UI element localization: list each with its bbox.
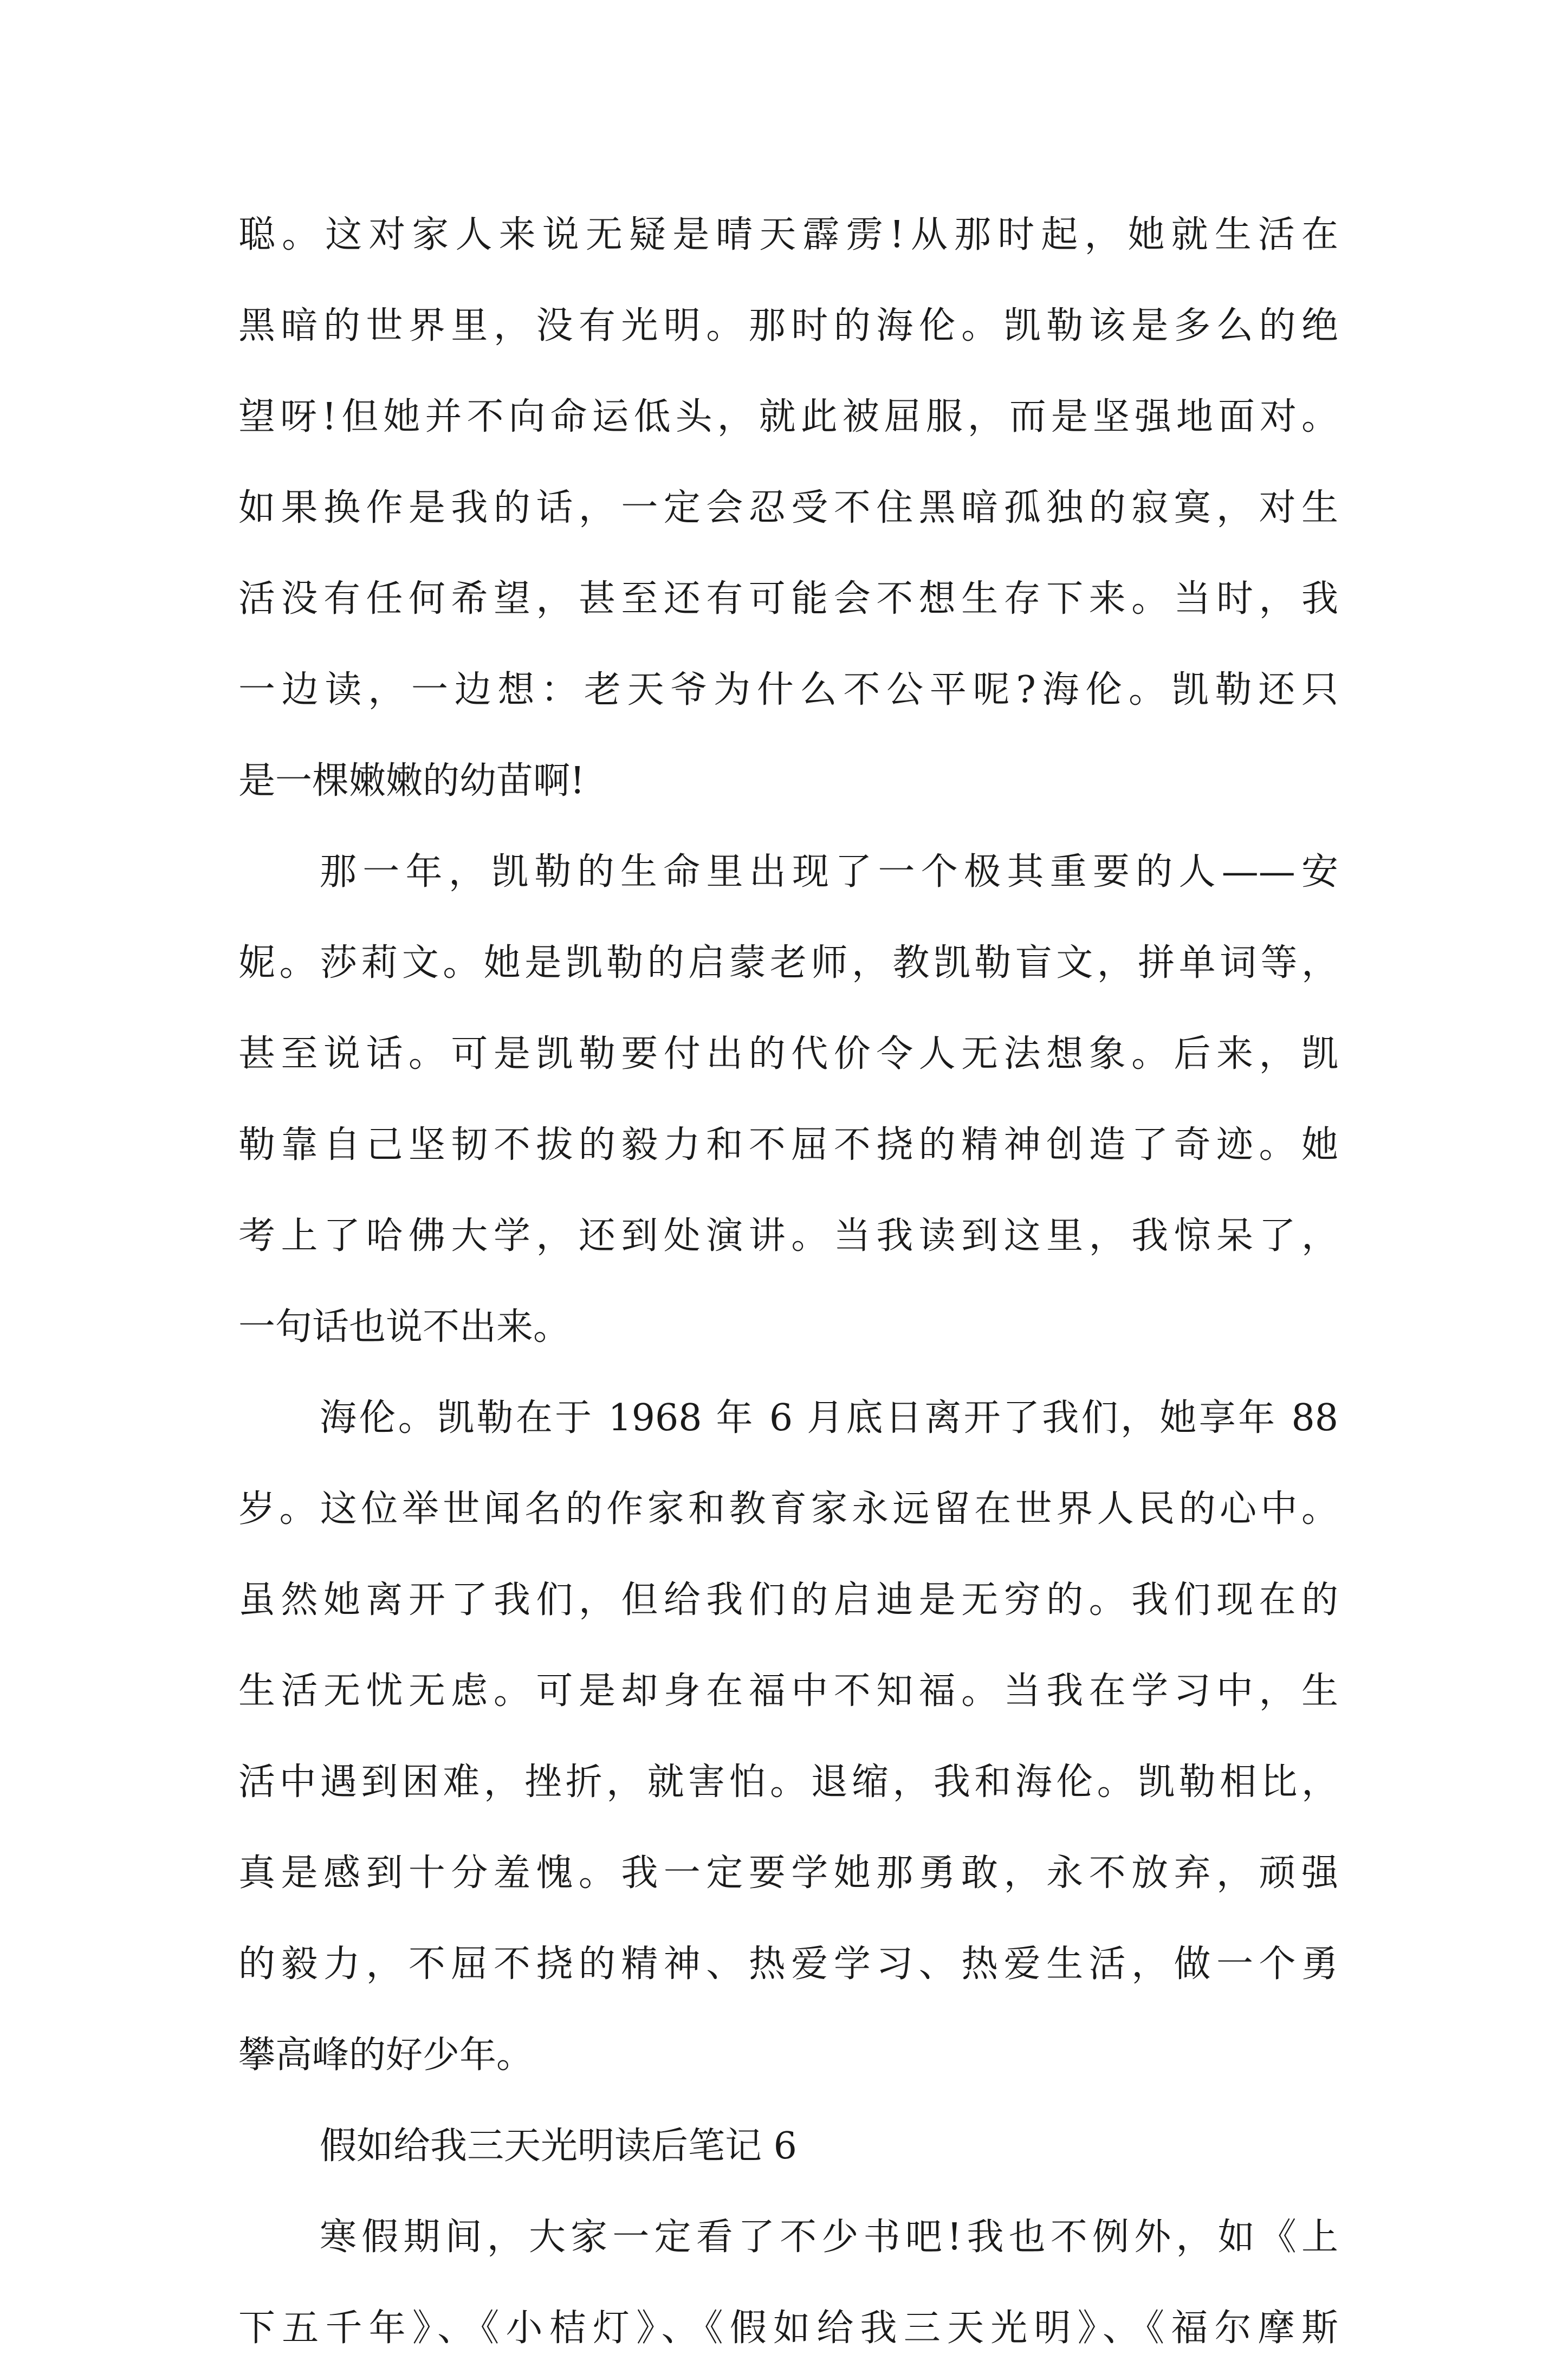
text-line: 聪。这对家人来说无疑是晴天霹雳!从那时起，她就生活在 (238, 213, 1338, 256)
text-line: 黑暗的世界里，没有光明。那时的海伦。凯勒该是多么的绝 (238, 304, 1338, 347)
paragraph (238, 827, 1338, 1373)
text-line: 妮。莎莉文。她是凯勒的启蒙老师，教凯勒盲文，拼单词等， (238, 942, 1338, 984)
text-line: 如果换作是我的话，一定会忍受不住黑暗孤独的寂寞，对生 (238, 487, 1338, 529)
paragraph (238, 190, 1338, 827)
text-line: 生活无忧无虑。可是却身在福中不知福。当我在学习中，生 (238, 1670, 1338, 1713)
text-line: 寒假期间，大家一定看了不少书吧!我也不例外，如《上 (320, 2216, 1338, 2259)
text-line: 活没有任何希望，甚至还有可能会不想生存下来。当时，我 (238, 578, 1338, 620)
text-line: 的毅力，不屈不挠的精神、热爱学习、热爱生活，做一个勇 (238, 1943, 1338, 1986)
paragraph (238, 1373, 1338, 2101)
section-heading (238, 2101, 1338, 2192)
text-line: 考上了哈佛大学，还到处演讲。当我读到这里，我惊呆了， (238, 1215, 1338, 1257)
text-line: 一边读，一边想：老天爷为什么不公平呢?海伦。凯勒还只 (238, 669, 1338, 711)
document-body (238, 190, 1338, 2374)
text-line: 海伦。凯勒在于 1968 年 6 月底日离开了我们，她享年 88 (320, 1397, 1338, 1439)
text-line: 攀高峰的好少年。 (238, 2034, 534, 2077)
text-line: 甚至说话。可是凯勒要付出的代价令人无法想象。后来，凯 (238, 1033, 1338, 1075)
text-line: 岁。这位举世闻名的作家和教育家永远留在世界人民的心中。 (238, 1488, 1338, 1530)
text-line: 望呀!但她并不向命运低头，就此被屈服，而是坚强地面对。 (238, 395, 1338, 438)
text-line: 真是感到十分羞愧。我一定要学她那勇敢，永不放弃，顽强 (238, 1852, 1338, 1895)
text-line: 下五千年》、《小桔灯》、《假如给我三天光明》、《福尔摩斯 (238, 2307, 1338, 2350)
heading-text: 假如给我三天光明读后笔记 6 (320, 2125, 797, 2168)
text-line: 一句话也说不出来。 (238, 1306, 571, 1348)
text-line: 活中遇到困难，挫折，就害怕。退缩，我和海伦。凯勒相比， (238, 1761, 1338, 1804)
text-line: 勒靠自己坚韧不拔的毅力和不屈不挠的精神创造了奇迹。她 (238, 1124, 1338, 1166)
text-line: 是一棵嫩嫩的幼苗啊! (238, 760, 585, 802)
text-line: 虽然她离开了我们，但给我们的启迪是无穷的。我们现在的 (238, 1579, 1338, 1621)
paragraph (238, 2192, 1338, 2374)
text-line: 那一年，凯勒的生命里出现了一个极其重要的人——安 (320, 851, 1338, 893)
